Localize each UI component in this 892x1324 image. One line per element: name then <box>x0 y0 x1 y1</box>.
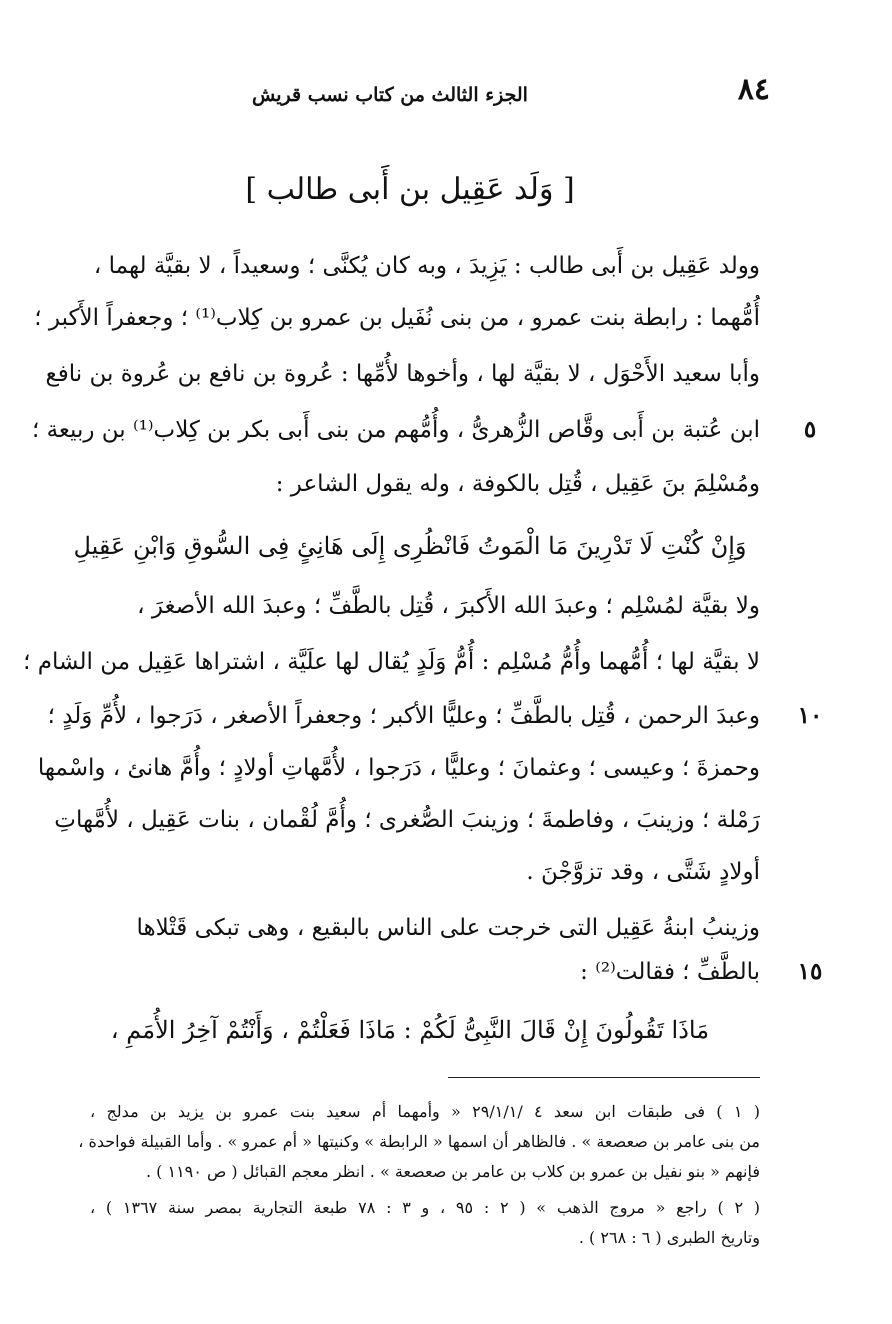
body-line-1: وولد عَقِيل بن أَبى طالب : يَزِيدَ ، وبه كان يُكنَّى ؛ وسعيداً ، لا بقيَّة لهما ، <box>93 253 760 279</box>
body-line-9: وحمزةَ ؛ وعيسى ؛ وعثمانَ ؛ وعليًّا ، دَرَجوا ، لأُمَّهاتِ أولادٍ ؛ وأُمَّ هانئ ، واسْمها <box>37 755 760 781</box>
line-number-10: ١٠ <box>797 702 823 729</box>
body-line-4: ابن عُتبة بن أَبى وقَّاص الزُّهرىُّ ، وأُمُّهم من بنى أَبى بكر بن كِلاب⁽¹⁾ بن ربيعة ؛ <box>31 417 760 443</box>
section-title: [ وَلَد عَقِيل بن أَبى طالب ] <box>245 172 575 207</box>
body-line-6: ولا بقيَّة لمُسْلِم ؛ وعبدَ الله الأَكبرَ ، قُتِل بالطَّفِّ ؛ وعبدَ الله الأصغرَ ، <box>137 593 760 619</box>
body-line-7: لا بقيَّة لها ؛ أُمُّهما وأُمُّ مُسْلِم : أُمُّ وَلَدٍ يُقال لها علَيَّة ، اشتراها عَقِيل من الشام ؛ <box>23 649 760 675</box>
running-header: الجزء الثالث من كتاب نسب قريش <box>252 84 528 106</box>
verse-line-1: وَإِنْ كُنْتِ لَا تَدْرِينَ مَا الْمَوتُ فَانْظُرِى إِلَى هَانِئٍ فِى السُّوقِ وَابْنِ عَقِيلِ <box>73 532 747 560</box>
line-number-5: ٥ <box>803 416 817 443</box>
footnote-2-line-1: ( ٢ ) راجع « مروج الذهب » ( ٢ : ٩٥ ، و ٣ : ٧٨ طبعة التجارية بمصر سنة ١٣٦٧ ) ، <box>90 1198 761 1217</box>
footnote-separator <box>448 1077 760 1078</box>
body-line-8: وعبدَ الرحمن ، قُتِل بالطَّفِّ ؛ وعليًّا الأكبر ؛ وجعفراً الأصغر ، دَرَجوا ، لأُمِّ وَلَدٍ ؛ <box>47 703 760 729</box>
page-number: ٨٤ <box>737 72 770 107</box>
footnote-2-line-2: وتاريخ الطبرى ( ٦ : ٢٦٨ ) . <box>578 1228 760 1247</box>
body-line-3: وأبا سعيد الأَحْوَل ، لا بقيَّة لها ، وأخوها لأُمِّها : عُروة بن نافع بن عُروة بن نافع <box>45 361 760 387</box>
footnote-1-line-2: من بنى عامر بن صعصعة » . فالظاهر أن اسمها « الرابطة » وكنيتها « أم عمرو » . وأما القبيلة فواحدة ، <box>78 1132 760 1151</box>
body-line-2: أُمُّهما : رابطة بنت عمرو ، من بنى نُفَيل بن عمرو بن كِلاب⁽¹⁾ ؛ وجعفراً الأَكبر ؛ <box>34 305 760 331</box>
footnote-1-line-3: فإنهم « بنو نفيل بن عمرو بن كلاب بن عامر بن صعصعة » . انظر معجم القبائل ( ص ١١٩٠ ) . <box>145 1162 760 1181</box>
body-line-12: وزينبُ ابنةُ عَقِيل التى خرجت على الناس بالبقيع ، وهى تبكى قَتْلاها <box>136 915 760 941</box>
body-line-11: أولادٍ شَتَّى ، وقد تزوَّجْنَ . <box>526 859 760 885</box>
body-line-13: بالطَّفِّ ؛ فقالت⁽²⁾ : <box>580 959 760 985</box>
verse-line-2: مَاذَا تَقُولُونَ إِنْ قَالَ النَّبِىُّ لَكُمْ : مَاذَا فَعَلْتُمْ ، وَأَنْتُمْ آخِرُ الأُمَمِ ، <box>110 1016 710 1044</box>
body-line-5: ومُسْلِمَ بنَ عَقِيل ، قُتِل بالكوفة ، وله يقول الشاعر : <box>275 471 760 497</box>
body-line-10: رَمْلة ؛ وزينبَ ، وفاطمةَ ؛ وزينبَ الصُّغرى ؛ وأُمَّ لُقْمان ، بنات عَقِيل ، لأُمَّهاتِ <box>54 807 760 833</box>
footnote-1-line-1: ( ١ ) فى طبقات ابن سعد ٤ /٢٩/١/١ « وأمهما أم سعيد بنت عمرو بن يزيد بن مدلج ، <box>90 1102 760 1121</box>
line-number-15: ١٥ <box>797 958 823 985</box>
